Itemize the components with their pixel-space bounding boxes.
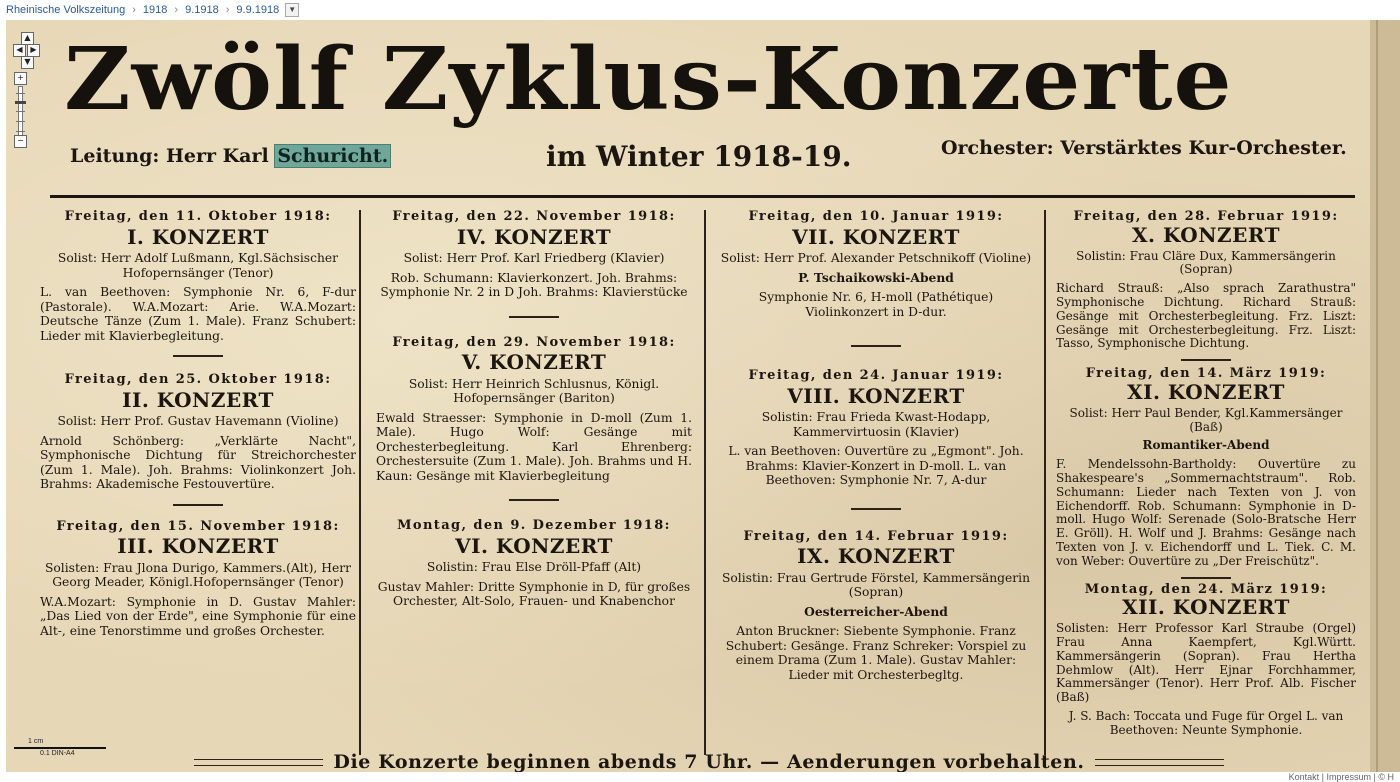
concert-soloist: Solistin: Frau Gertrude Förstel, Kammersängerin (Sopran) bbox=[721, 570, 1031, 599]
concert-date: Montag, den 9. Dezember 1918: bbox=[397, 518, 671, 533]
breadcrumb-item[interactable]: Rheinische Volkszeitung bbox=[6, 4, 126, 16]
footer-links[interactable]: Kontakt | Impressum | © H bbox=[1288, 772, 1394, 782]
concert-program: Gustav Mahler: Dritte Symphonie in D, für großes Orchester, Alt-Solo, Frauen- und Knabenchor bbox=[377, 579, 691, 608]
pan-down-icon[interactable]: ▼ bbox=[21, 56, 34, 69]
concert-date: Freitag, den 14. März 1919: bbox=[1085, 366, 1327, 382]
concert-soloist: Solist: Herr Prof. Alexander Petschnikoff (Violine) bbox=[720, 251, 1032, 265]
concert-subtitle: Romantiker-Abend bbox=[1142, 438, 1270, 453]
breadcrumb-item[interactable]: 1918 bbox=[142, 4, 168, 16]
season-line: im Winter 1918-19. bbox=[546, 140, 852, 173]
breadcrumb-item[interactable]: 9.1918 bbox=[185, 4, 219, 16]
concert-program: Rob. Schumann: Klavierkonzert. Joh. Brahms: Symphonie Nr. 2 in D Joh. Brahms: Klavierstücke bbox=[380, 270, 688, 299]
concert-program: Anton Bruckner: Siebente Symphonie. Franz Schubert: Gesänge. Franz Schreker: Vorspiel zu einem Drama (Zum 1. Male). Gustav Mahler: Lieder mit Orchesterbegltg. bbox=[725, 624, 1027, 682]
concert-date: Freitag, den 11. Oktober 1918: bbox=[64, 209, 332, 224]
concert-title: VI. KONZERT bbox=[455, 533, 613, 558]
concert-soloist: Solistin: Frau Cläre Dux, Kammersängerin (Sopran) bbox=[1076, 248, 1336, 277]
concert-soloist: Solist: Herr Prof. Karl Friedberg (Klavier) bbox=[403, 251, 665, 265]
concert-block bbox=[40, 373, 356, 492]
concert-soloist: Solistin: Frau Else Dröll-Pfaff (Alt) bbox=[426, 560, 642, 574]
concert-block bbox=[1056, 583, 1356, 738]
concert-soloist: Solist: Herr Heinrich Schlusnus, Königl. Hofopernsänger (Bariton) bbox=[408, 376, 660, 405]
concert-title: VII. KONZERT bbox=[792, 224, 960, 249]
leitung-line bbox=[70, 145, 390, 167]
scale-bar bbox=[14, 738, 108, 756]
scale-line bbox=[14, 747, 106, 749]
breadcrumb-separator: › bbox=[132, 4, 136, 16]
concert-block bbox=[718, 530, 1034, 683]
section-divider bbox=[851, 508, 901, 510]
section-divider bbox=[1181, 359, 1231, 361]
concert-date: Freitag, den 29. November 1918: bbox=[392, 334, 676, 350]
concert-soloist: Solisten: Herr Professor Karl Straube (Orgel) Frau Anna Kaempfert, Kgl.Württ. Kammersängerin (Sopran). Frau Hertha Dehmlow (Alt). Herr Ejnar Forchhammer, Kammersänger (Tenor). Herr Prof. Alb. Fischer (Baß) bbox=[1056, 621, 1356, 705]
concert-column bbox=[1056, 210, 1356, 746]
concert-title: IX. KONZERT bbox=[797, 544, 955, 568]
concert-date: Freitag, den 10. Januar 1919: bbox=[748, 209, 1004, 224]
section-divider bbox=[509, 316, 559, 318]
column-divider bbox=[704, 210, 706, 755]
concert-program: L. van Beethoven: Ouvertüre zu „Egmont". Joh. Brahms: Klavier-Konzert in D-moll. L. van Beethoven: Symphonie Nr. 7, A-dur bbox=[728, 444, 1024, 487]
leitung-prefix: Leitung: Herr Karl bbox=[70, 145, 276, 167]
concert-column bbox=[718, 210, 1034, 690]
concert-program: L. van Beethoven: Symphonie Nr. 6, F-dur (Pastorale). W.A.Mozart: Arie. W.A.Mozart: Deutsche Tänze (Zum 1. Male). Franz Schubert: Lieder mit Klavierbegleitung. bbox=[40, 285, 356, 343]
concert-date: Freitag, den 22. November 1918: bbox=[392, 209, 676, 224]
double-rule bbox=[1095, 759, 1224, 766]
concert-program: Arnold Schönberg: „Verklärte Nacht", Symphonische Dichtung für Streichorchester (Zum 1. Male). Joh. Brahms: Violinkonzert Joh. Brahms: Akademische Festouvertüre. bbox=[40, 433, 356, 491]
concert-block bbox=[40, 210, 356, 343]
breadcrumb-dropdown-icon[interactable]: ▼ bbox=[285, 3, 299, 17]
concert-program: W.A.Mozart: Symphonie in D. Gustav Mahler: „Das Lied von der Erde", eine Symphonie für eine Alt-, eine Tenorstimme und großes Orchester. bbox=[40, 594, 356, 638]
concert-subtitle: P. Tschaikowski-Abend bbox=[798, 269, 954, 285]
concert-program: Richard Strauß: „Also sprach Zarathustra" Symphonische Dichtung. Richard Strauß: Gesänge mit Orchesterbegleitung. Frz. Liszt: Gesänge mit Orchesterbegleitung. Frz. Liszt: Tasso, Symphonische Dichtung. bbox=[1056, 281, 1356, 351]
concert-date: Freitag, den 14. Februar 1919: bbox=[743, 528, 1009, 544]
page-fold bbox=[1376, 20, 1378, 772]
section-divider bbox=[509, 499, 559, 501]
scale-label: 1 cm bbox=[28, 738, 44, 745]
bottom-note-text: Die Konzerte beginnen abends 7 Uhr. — Aenderungen vorbehalten. bbox=[333, 751, 1085, 772]
concert-block bbox=[376, 336, 692, 484]
bottom-note bbox=[194, 751, 1224, 772]
header-rule bbox=[50, 195, 1355, 198]
concert-soloist: Solist: Herr Prof. Gustav Havemann (Violine) bbox=[57, 414, 339, 428]
section-divider bbox=[1181, 577, 1231, 579]
concert-title: II. KONZERT bbox=[122, 387, 274, 412]
concert-title: X. KONZERT bbox=[1132, 222, 1280, 247]
concert-title: V. KONZERT bbox=[461, 350, 607, 374]
concert-column bbox=[376, 210, 692, 617]
concert-subtitle: Oesterreicher-Abend bbox=[804, 603, 948, 619]
zoom-tick bbox=[16, 93, 25, 94]
concert-title: VIII. KONZERT bbox=[787, 383, 965, 408]
concert-block bbox=[376, 210, 692, 300]
zoom-tick bbox=[16, 111, 25, 112]
concert-block bbox=[40, 520, 356, 639]
concert-soloist: Solist: Herr Paul Bender, Kgl.Kammersänger (Baß) bbox=[1069, 405, 1343, 434]
breadcrumb-item[interactable]: 9.9.1918 bbox=[236, 4, 280, 16]
column-divider bbox=[359, 210, 361, 755]
concert-title: III. KONZERT bbox=[117, 534, 279, 558]
newspaper-scan[interactable] bbox=[6, 20, 1370, 772]
concert-column bbox=[40, 210, 356, 646]
section-divider bbox=[173, 355, 223, 357]
orchester-line: Orchester: Verstärktes Kur-Orchester. bbox=[941, 137, 1347, 159]
concert-date: Freitag, den 25. Oktober 1918: bbox=[64, 372, 332, 387]
pan-right-icon[interactable]: ▶ bbox=[27, 44, 40, 57]
adjacent-page-strip bbox=[1370, 20, 1400, 772]
double-rule bbox=[194, 759, 323, 766]
concert-soloist: Solistin: Frau Frieda Kwast-Hodapp, Kammervirtuosin (Klavier) bbox=[761, 410, 991, 439]
concert-date: Freitag, den 28. Februar 1919: bbox=[1073, 209, 1339, 224]
zoom-out-button[interactable]: − bbox=[14, 135, 27, 148]
concert-soloist: Solist: Herr Adolf Lußmann, Kgl.Sächsischer Hofopernsänger (Tenor) bbox=[57, 251, 339, 280]
concert-program: F. Mendelssohn-Bartholdy: Ouvertüre zu Shakespeare's „Sommernachtstraum". Rob. Schumann: Lieder nach Texten von J. von Eichendorff. Rob. Schumann: Symphonie in D-moll. Hugo Wolf: Serenade (Solo-Bratsche Herr E. Gröll). H. Wolf und J. Brahms: Gesänge nach Texten von J. v. Eichendorff und L. Tiek. C. M. von Weber: Ouvertüre zu „Der Freischütz". bbox=[1056, 457, 1356, 568]
concert-date: Montag, den 24. März 1919: bbox=[1084, 581, 1328, 597]
concert-block bbox=[718, 369, 1034, 488]
concert-block bbox=[1056, 367, 1356, 568]
concert-title: I. KONZERT bbox=[127, 224, 269, 249]
concert-date: Freitag, den 15. November 1918: bbox=[56, 518, 340, 534]
breadcrumb-separator: › bbox=[225, 4, 230, 16]
zoom-tick bbox=[16, 131, 25, 132]
scale-sub: 0.1 DIN-A4 bbox=[40, 750, 75, 757]
zoom-tick bbox=[16, 121, 25, 122]
section-divider bbox=[851, 345, 901, 347]
column-divider bbox=[1044, 210, 1046, 755]
concert-block bbox=[1056, 210, 1356, 351]
concert-program: J. S. Bach: Toccata und Fuge für Orgel L. van Beethoven: Neunte Symphonie. bbox=[1068, 708, 1344, 737]
breadcrumb-separator: › bbox=[174, 4, 179, 16]
search-highlight[interactable]: Schuricht. bbox=[277, 145, 389, 167]
concert-program: Symphonie Nr. 6, H-moll (Pathétique) Violinkonzert in D-dur. bbox=[758, 290, 994, 319]
concert-block bbox=[718, 210, 1034, 319]
concert-title: XII. KONZERT bbox=[1122, 595, 1290, 620]
pan-up-icon[interactable]: ▲ bbox=[21, 32, 34, 45]
concert-block bbox=[376, 519, 692, 609]
concert-soloist: Solisten: Frau Jlona Durigo, Kammers.(Alt), Herr Georg Meader, Königl.Hofopernsänger (Tenor) bbox=[44, 560, 351, 589]
pan-left-icon[interactable]: ◀ bbox=[13, 44, 26, 57]
zoom-slider-handle[interactable] bbox=[15, 101, 26, 104]
concert-program: Ewald Straesser: Symphonie in D-moll (Zum 1. Male). Hugo Wolf: Gesänge mit Orchesterbegleitung. Karl Ehrenberg: Orchestersuite (Zum 1. Male). Joh. Brahms und H. Kaun: Gesänge mit Klavierbegleitung bbox=[376, 410, 692, 483]
concert-title: XI. KONZERT bbox=[1127, 379, 1285, 404]
zoom-in-button[interactable]: + bbox=[14, 72, 27, 85]
breadcrumb bbox=[0, 0, 1400, 20]
section-divider bbox=[173, 504, 223, 506]
concert-date: Freitag, den 24. Januar 1919: bbox=[748, 368, 1004, 383]
headline: Zwölf Zyklus-Konzerte bbox=[64, 29, 1233, 130]
concert-title: IV. KONZERT bbox=[456, 224, 612, 249]
